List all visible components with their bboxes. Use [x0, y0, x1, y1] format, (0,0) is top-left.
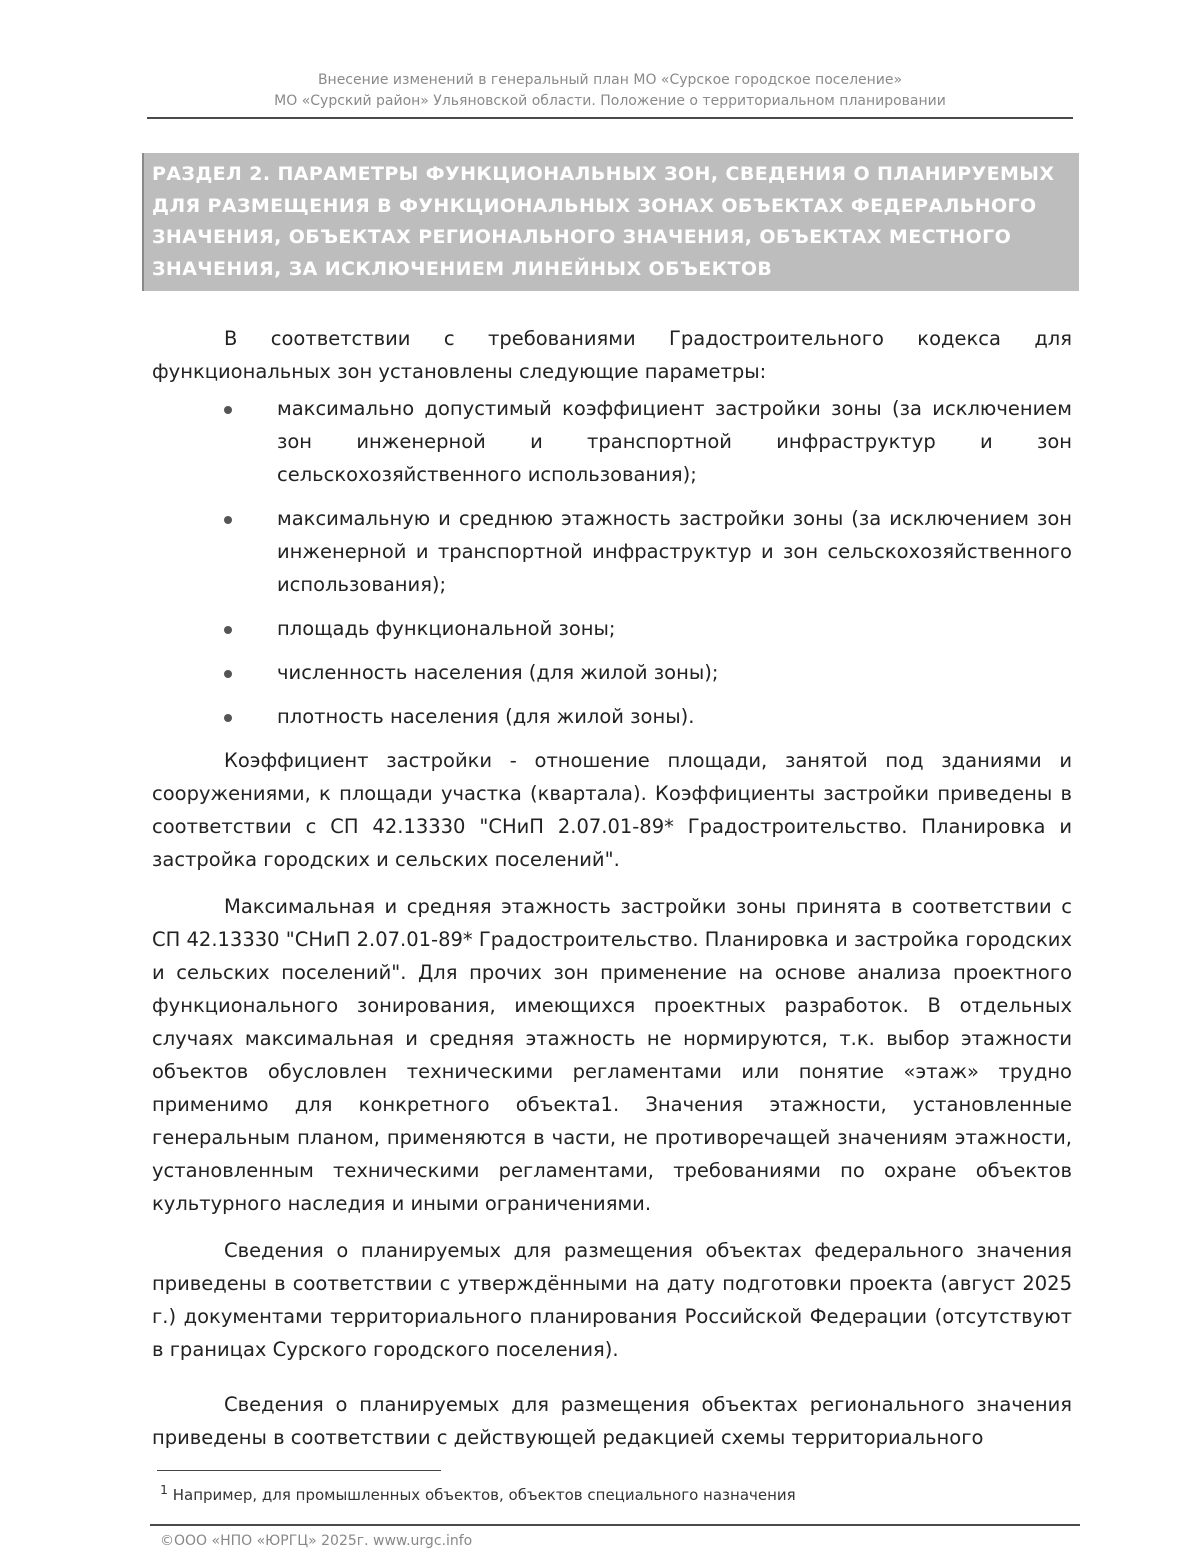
- coefficient-paragraph: Коэффициент застройки - отношение площади, занятой под зданиями и сооружениями, к площади участка (квартала). Коэффициенты застройки приведены в соответствии с СП 42.13330 "СНиП 2.07.01-89* Градостроительство. Планировка и застройка городских и сельских поселений".: [152, 749, 1072, 871]
- intro-paragraph: В соответствии с требованиями Градостроительного кодекса для функциональных зон установлены следующие параметры:: [152, 327, 1072, 383]
- storeys-paragraph: Максимальная и средняя этажность застройки зоны принята в соответствии с СП 42.13330 "СНиП 2.07.01-89* Градостроительство. Планировка и застройка городских и сельских поселений". Для прочих зон применение на основе анализа проектного функционального зонирования, имеющихся проектных разработок. В отдельных случаях максимальная и средняя этажность не нормируются, т.к. выбор этажности объектов обусловлен техническими регламентами или понятие «этаж» трудно применимо для конкретного объекта1. Значения этажности, установленные генеральным планом, применяются в части, не противоречащей значениям этажности, установленным техническими регламентами, требованиями по охране объектов культурного наследия и иными ограничениями.: [152, 895, 1072, 1215]
- list-item: плотность населения (для жилой зоны).: [152, 700, 1072, 733]
- footnote-mark: 1: [160, 1482, 168, 1497]
- list-item: максимально допустимый коэффициент застройки зоны (за исключением зон инженерной и транспортной инфраструктур и зон сельскохозяйственного использования);: [152, 392, 1072, 491]
- footnote-text: Например, для промышленных объектов, объектов специального назначения: [172, 1486, 796, 1504]
- section-title: РАЗДЕЛ 2. ПАРАМЕТРЫ ФУНКЦИОНАЛЬНЫХ ЗОН, СВЕДЕНИЯ О ПЛАНИРУЕМЫХ ДЛЯ РАЗМЕЩЕНИЯ В ФУНКЦИОНАЛЬНЫХ ЗОНАХ ОБЪЕКТАХ ФЕДЕРАЛЬНОГО ЗНАЧЕНИЯ, ОБЪЕКТАХ РЕГИОНАЛЬНОГО ЗНАЧЕНИЯ, ОБЪЕКТАХ МЕСТНОГО ЗНАЧЕНИЯ, ЗА ИСКЛЮЧЕНИЕМ ЛИНЕЙНЫХ ОБЪЕКТОВ: [142, 153, 1079, 291]
- list-item: численность населения (для жилой зоны);: [152, 656, 1072, 689]
- footnote-divider: [157, 1470, 441, 1471]
- bullet-icon: [224, 670, 232, 678]
- footer-divider: [150, 1524, 1080, 1526]
- bullet-icon: [224, 626, 232, 634]
- bullet-icon: [224, 516, 232, 524]
- running-header-line-1: Внесение изменений в генеральный план МО «Сурское городское поселение»: [317, 72, 903, 88]
- body-text: [152, 322, 1072, 1454]
- regional-objects-paragraph: Сведения о планируемых для размещения объектах регионального значения приведены в соответствии с действующей редакцией схемы территориального: [152, 1393, 1072, 1449]
- header-divider: [147, 117, 1073, 119]
- list-item: площадь функциональной зоны;: [152, 612, 1072, 645]
- federal-objects-paragraph: Сведения о планируемых для размещения объектах федерального значения приведены в соответствии с утверждёнными на дату подготовки проекта (август 2025 г.) документами территориального планирования Российской Федерации (отсутствуют в границах Сурского городского поселения).: [152, 1239, 1072, 1361]
- running-header-line-2: МО «Сурский район» Ульяновской области. Положение о территориальном планировании: [274, 93, 946, 109]
- parameter-list: [152, 392, 1072, 733]
- page-footer: ©ООО «НПО «ЮРГЦ» 2025г. www.urgc.info: [160, 1533, 473, 1549]
- running-header: [150, 70, 1070, 112]
- bullet-icon: [224, 406, 232, 414]
- bullet-icon: [224, 714, 232, 722]
- footnote: [160, 1479, 1060, 1506]
- list-item: максимальную и среднюю этажность застройки зоны (за исключением зон инженерной и транспортной инфраструктур и зон сельскохозяйственного использования);: [152, 502, 1072, 601]
- footnote-reference[interactable]: 1: [600, 1093, 613, 1116]
